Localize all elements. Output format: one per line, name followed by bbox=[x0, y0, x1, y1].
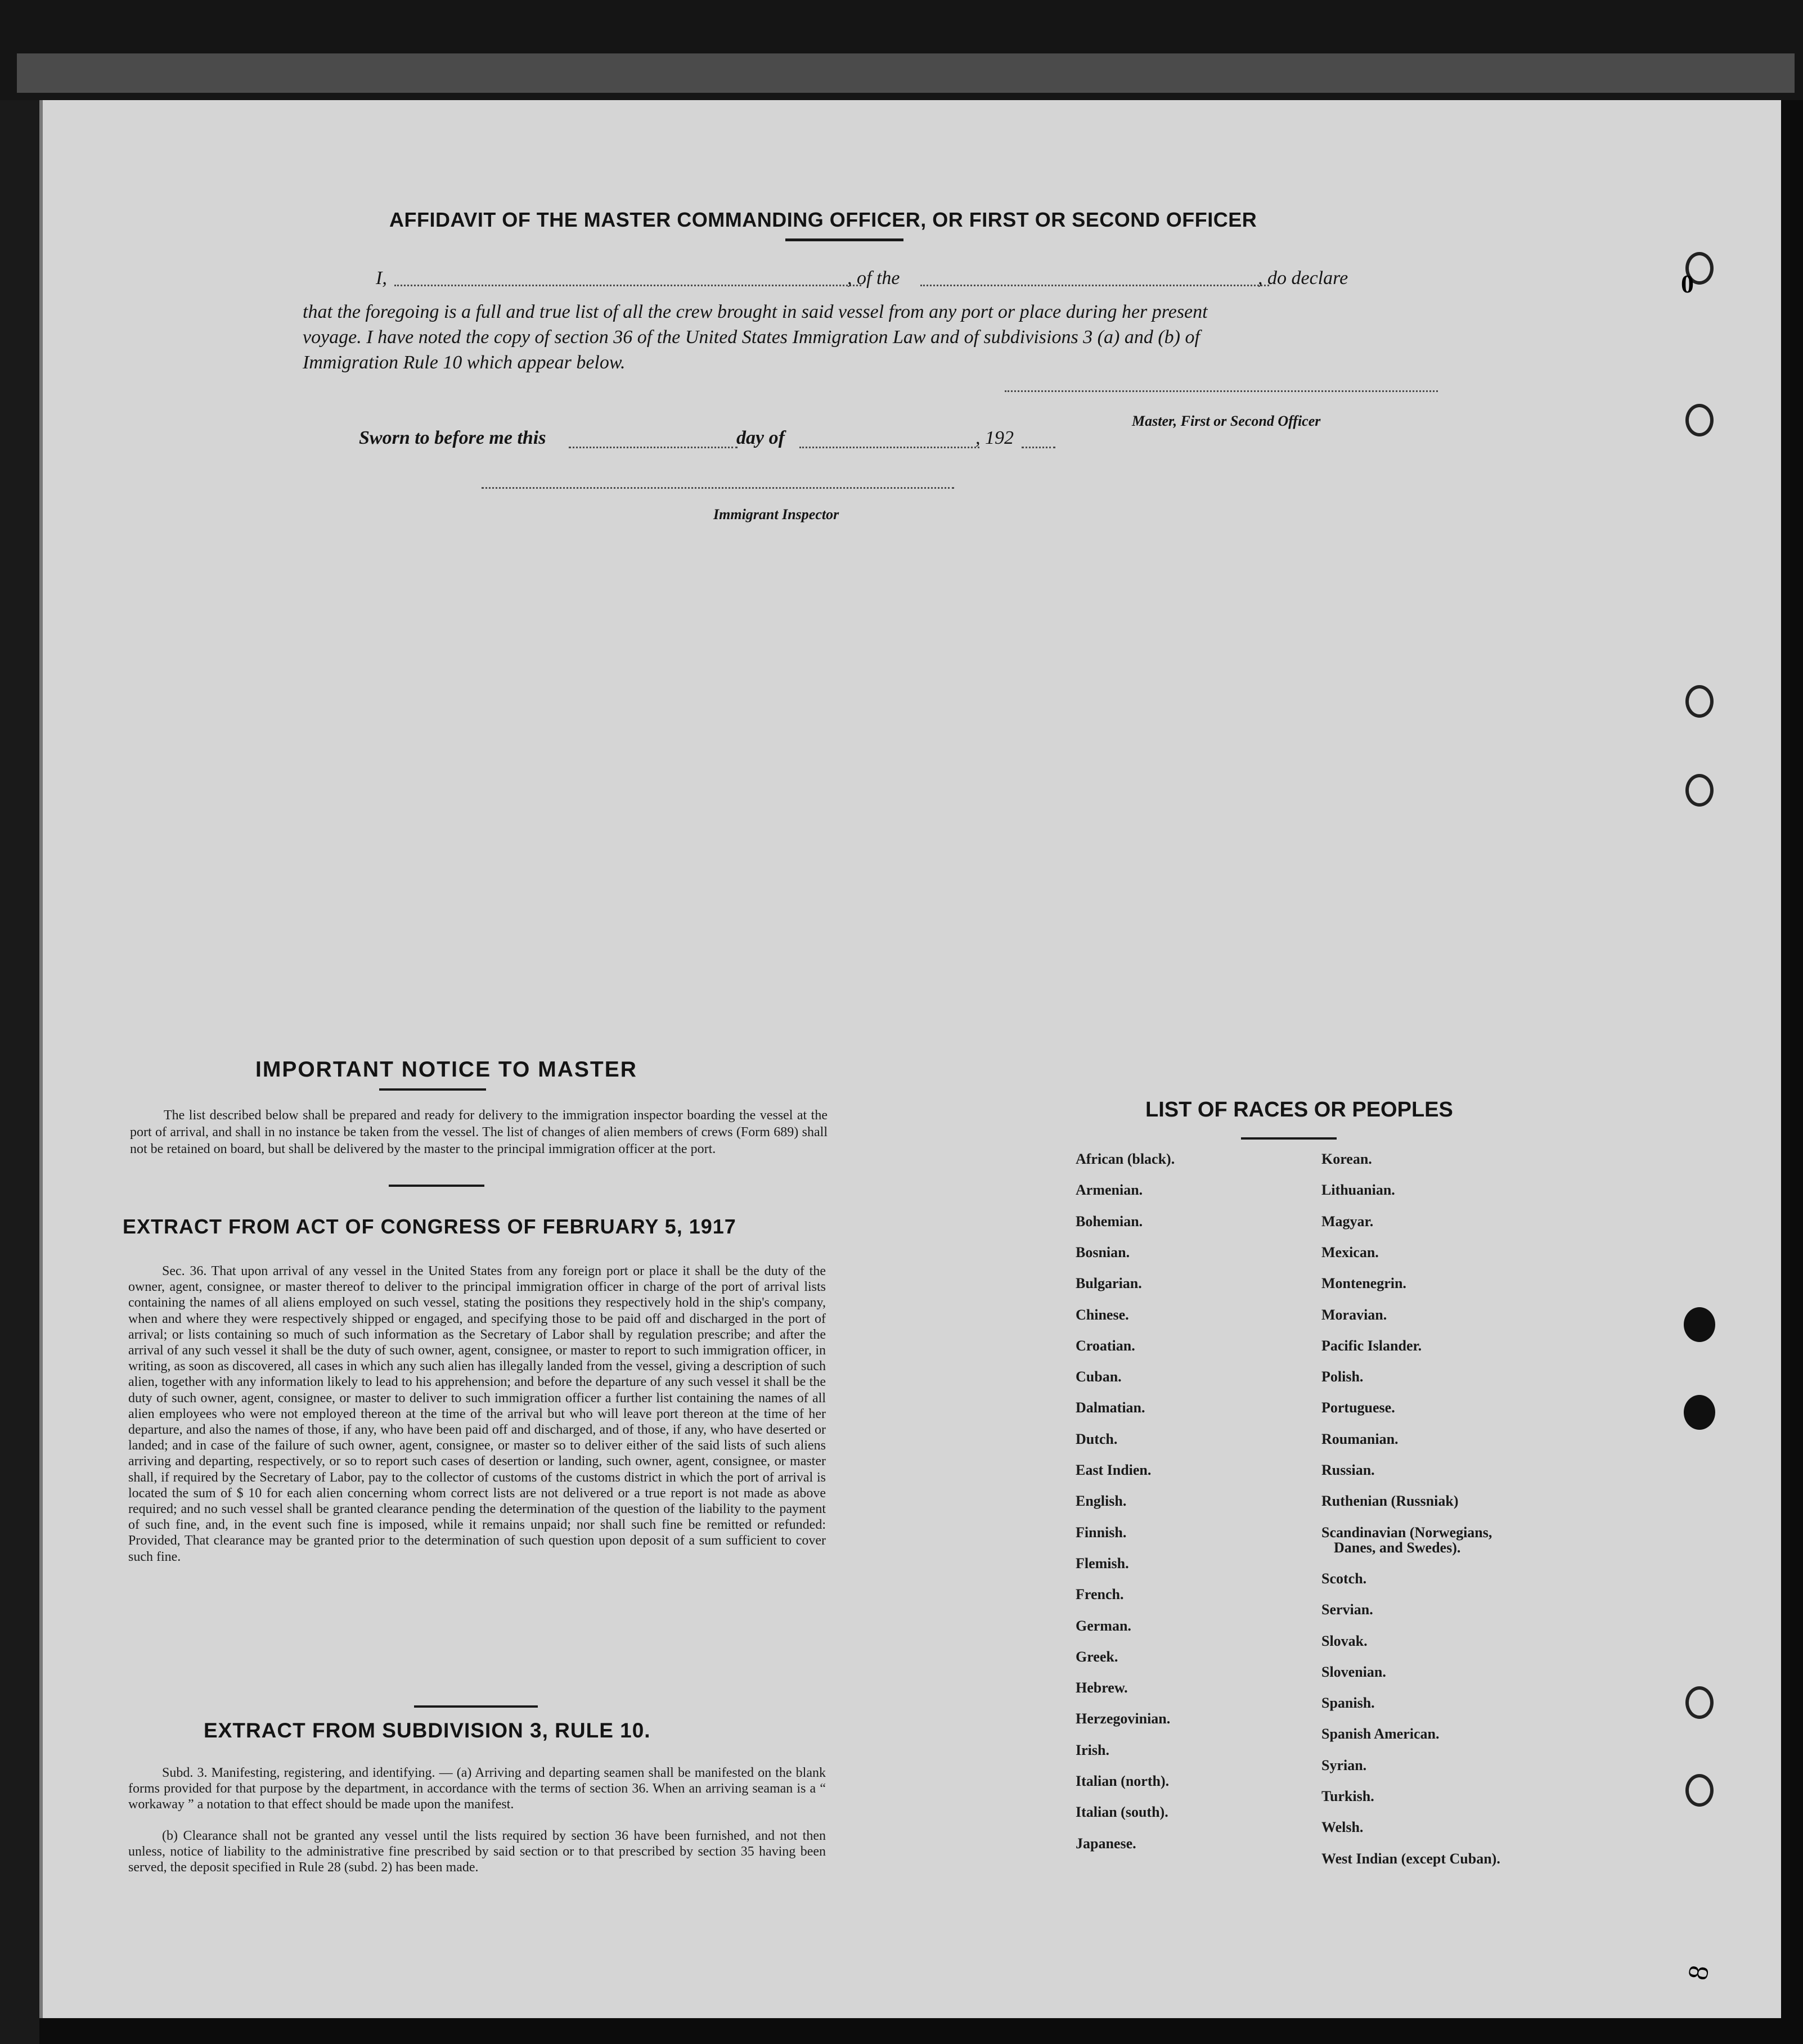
race-item: Croatian. bbox=[1076, 1337, 1135, 1354]
race-item: Slovak. bbox=[1321, 1632, 1368, 1649]
rule-text-b: (b) Clearance shall not be granted any vessel until the lists required by section 36 have been furnished, and not then unless, notice of liability to the administrative fine prescribed by said section or to that prescribed by section 35 having been served, the deposit specified in Rule 28 (subd. 2) has been made. bbox=[128, 1829, 826, 1875]
race-item: Italian (north). bbox=[1076, 1773, 1170, 1789]
race-item: Servian. bbox=[1321, 1601, 1373, 1618]
race-item: Italian (south). bbox=[1076, 1804, 1168, 1821]
race-item: Ruthenian (Russniak) bbox=[1321, 1493, 1459, 1510]
race-item: West Indian (except Cuban). bbox=[1321, 1850, 1500, 1867]
race-item: Scotch. bbox=[1321, 1570, 1367, 1587]
race-item: Welsh. bbox=[1321, 1819, 1364, 1836]
margin-mark: 0 bbox=[1681, 269, 1694, 298]
race-item: Bohemian. bbox=[1076, 1213, 1143, 1230]
race-item: Greek. bbox=[1076, 1648, 1118, 1665]
race-item: Danes, and Swedes). bbox=[1334, 1539, 1461, 1556]
race-item: Flemish. bbox=[1076, 1555, 1129, 1572]
race-item: Finnish. bbox=[1076, 1524, 1127, 1541]
race-item: Polish. bbox=[1321, 1368, 1364, 1385]
race-item: Scandinavian (Norwegians, bbox=[1321, 1524, 1492, 1541]
day-of-label: day of bbox=[736, 427, 785, 448]
affidavit-line3: voyage. I have noted the copy of section 36 of the United States Immigration Law and of subdivisions 3 (a) and (b) of bbox=[303, 327, 1200, 348]
race-item: Roumanian. bbox=[1321, 1430, 1399, 1447]
race-item: Bulgarian. bbox=[1076, 1275, 1142, 1292]
race-item: French. bbox=[1076, 1586, 1124, 1603]
affidavit-line1-start: I, bbox=[376, 268, 387, 289]
race-item: Portuguese. bbox=[1321, 1399, 1395, 1416]
race-item: Spanish American. bbox=[1321, 1726, 1440, 1743]
race-item: Magyar. bbox=[1321, 1213, 1374, 1230]
binder-hole bbox=[1684, 1395, 1715, 1430]
race-item: Moravian. bbox=[1321, 1306, 1387, 1323]
race-item: Spanish. bbox=[1321, 1695, 1375, 1712]
binder-hole bbox=[1685, 404, 1714, 436]
race-item: East Indien. bbox=[1076, 1462, 1152, 1478]
inspector-signature-line[interactable] bbox=[482, 487, 954, 489]
manifest-page bbox=[39, 100, 1781, 2018]
race-item: Chinese. bbox=[1076, 1306, 1129, 1323]
race-item: Russian. bbox=[1321, 1462, 1375, 1478]
race-item: Dutch. bbox=[1076, 1430, 1118, 1447]
officer-signature-line[interactable] bbox=[1005, 390, 1438, 392]
notice-text: The list described below shall be prepared and ready for delivery to the immigration inspector boarding the vessel at the port of arrival, and shall in no instance be taken from the vessel. The list of changes of alien members of crews (Form 689) shall not be retained on board, but shall be delivered by the master to the principal immigration officer at the port. bbox=[130, 1108, 828, 1156]
sworn-label: Sworn to before me this bbox=[359, 427, 546, 448]
race-item: Hebrew. bbox=[1076, 1680, 1128, 1696]
race-item: Montenegrin. bbox=[1321, 1275, 1406, 1292]
vessel-blank[interactable] bbox=[920, 285, 1269, 286]
race-item: Dalmatian. bbox=[1076, 1399, 1145, 1416]
race-item: Irish. bbox=[1076, 1741, 1109, 1758]
officer-label: Master, First or Second Officer bbox=[1132, 413, 1321, 429]
year-label: , 192 bbox=[975, 427, 1014, 448]
divider bbox=[785, 238, 903, 241]
race-item: Pacific Islander. bbox=[1321, 1337, 1422, 1354]
day-blank[interactable] bbox=[569, 447, 738, 448]
race-item: German. bbox=[1076, 1617, 1131, 1634]
race-item: Turkish. bbox=[1321, 1788, 1374, 1804]
month-blank[interactable] bbox=[799, 447, 979, 448]
inspector-label: Immigrant Inspector bbox=[713, 506, 839, 523]
race-item: Korean. bbox=[1321, 1151, 1372, 1167]
race-item: Armenian. bbox=[1076, 1182, 1143, 1199]
race-item: Japanese. bbox=[1076, 1835, 1136, 1852]
rule-text-a: Subd. 3. Manifesting, registering, and identifying. — (a) Arriving and departing seamen shall be manifested on the blank forms provided for that purpose by the department, in accordance with the terms of section 36. When an arriving seaman is a “ workaway ” a notation to that effect should be made upon the manifest. bbox=[128, 1766, 826, 1812]
act-heading: EXTRACT FROM ACT OF CONGRESS OF FEBRUARY 5, 1917 bbox=[123, 1215, 736, 1238]
race-item: Cuban. bbox=[1076, 1368, 1122, 1385]
race-item: African (black). bbox=[1076, 1151, 1175, 1167]
race-item: Bosnian. bbox=[1076, 1244, 1130, 1260]
notice-heading: IMPORTANT NOTICE TO MASTER bbox=[255, 1057, 637, 1082]
binding-strip bbox=[17, 53, 1795, 93]
race-item: Syrian. bbox=[1321, 1757, 1367, 1773]
binder-hole bbox=[1685, 1686, 1714, 1719]
binder-hole bbox=[1685, 685, 1714, 718]
act-text: Sec. 36. That upon arrival of any vessel in the United States from any foreign port or place it shall be the duty of the owner, agent, consignee, or master thereof to deliver to the principal immigration officer in charge of the port of arrival lists containing the names of all aliens employed on such vessel, stating the positions they respectively hold in the ship's company, when and where they were respectively shipped or engaged, and specifying those to be paid off and discharged in the port of arrival; or lists containing so much of such information as the Secretary of Labor shall by regulation prescribe; and after the arrival of any such vessel it shall be the duty of such owner, agent, consignee, or master to report to such immigration officer, in writing, as soon as discovered, all cases in which any such alien has illegally landed from the vessel, giving a description of such alien, together with any information likely to lead to his apprehension; and before the departure of any such vessel it shall be the duty of such owner, agent, consignee, or master to deliver to such immigration officer a further list containing the names of all alien employees who were not employed thereon at the time of the arrival but who will leave port thereon at the time of her departure, and also the names of those, if any, who have been paid off and discharged, and of those, if any, who have deserted or landed; and in case of the failure of such owner, agent, consignee, or master so to deliver either of the said lists of such aliens arriving and departing, respectively, or so to report such cases of desertion or landing, such owner, agent, consignee, or master shall, if required by the Secretary of Labor, pay to the collector of customs of the customs district in which the port of arrival is located the sum of $ 10 for each alien concerning whom correct lists are not delivered or a true report is not made as above required; and no such vessel shall be granted clearance pending the determination of the question of the liability to the payment of such fine, and, in the event such fine is imposed, while it remains unpaid; nor shall such fine be remitted or refunded: Provided, That clearance may be granted prior to the determination of such question upon deposit of a sum sufficient to cover such fine. bbox=[128, 1264, 826, 1564]
affidavit-line4: Immigration Rule 10 which appear below. bbox=[303, 352, 626, 373]
divider bbox=[1241, 1137, 1337, 1140]
margin-mark: 8 bbox=[1681, 1962, 1715, 1983]
binder-hole bbox=[1685, 1774, 1714, 1807]
rule-heading: EXTRACT FROM SUBDIVISION 3, RULE 10. bbox=[204, 1719, 651, 1742]
race-item: Slovenian. bbox=[1321, 1663, 1386, 1680]
race-item: Mexican. bbox=[1321, 1244, 1379, 1260]
divider bbox=[414, 1705, 538, 1708]
race-item: English. bbox=[1076, 1493, 1127, 1510]
scanner-left-border bbox=[0, 100, 39, 2044]
races-heading: LIST OF RACES OR PEOPLES bbox=[1145, 1098, 1453, 1122]
affidavit-heading: AFFIDAVIT OF THE MASTER COMMANDING OFFICER, OR FIRST OR SECOND OFFICER bbox=[389, 208, 1257, 231]
divider bbox=[389, 1185, 484, 1187]
binder-hole bbox=[1685, 774, 1714, 807]
affidavit-line1-mid: , of the bbox=[847, 268, 900, 289]
binder-hole bbox=[1684, 1307, 1715, 1342]
race-item: Herzegovinian. bbox=[1076, 1710, 1171, 1727]
affidavit-line1-end: , do declare bbox=[1258, 268, 1348, 289]
year-blank[interactable] bbox=[1022, 447, 1055, 448]
name-blank[interactable] bbox=[394, 285, 861, 286]
race-item: Lithuanian. bbox=[1321, 1182, 1395, 1199]
affidavit-line2: that the foregoing is a full and true list of all the crew brought in said vessel from any port or place during her present bbox=[303, 301, 1208, 322]
divider bbox=[379, 1088, 486, 1091]
